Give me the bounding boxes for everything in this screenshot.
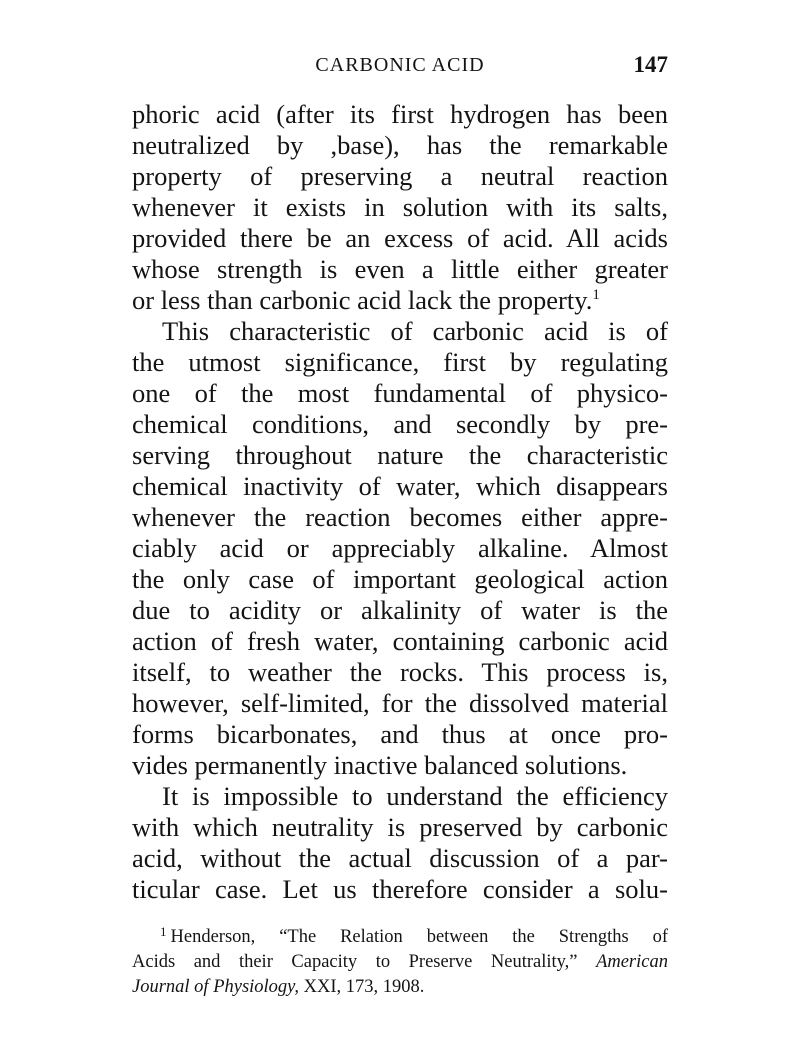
text-line: due to acidity or alkalinity of water is the — [132, 595, 668, 625]
text-line: the only case of important geological action — [132, 564, 668, 594]
text-line: ticular case. Let us therefore consider a solu- — [132, 874, 668, 904]
paragraph — [132, 99, 668, 316]
footnote-citation: XXI, 173, 1908. — [303, 977, 425, 997]
running-head — [132, 50, 668, 80]
text-line: the utmost significance, first by regulating — [132, 347, 668, 377]
text-line: whose strength is even a little either greater — [132, 254, 668, 284]
text-line: It is impossible to understand the efficiency — [162, 781, 668, 811]
footnote-text: Henderson, “The Relation between the Strengths of — [170, 927, 668, 947]
paragraph — [132, 781, 668, 905]
text-line: action of fresh water, containing carbonic acid — [132, 626, 668, 656]
text-line: forms bicarbonates, and thus at once pro- — [132, 719, 668, 749]
text-line — [132, 285, 668, 316]
footnote — [132, 925, 668, 1000]
text-line: chemical conditions, and secondly by pre- — [132, 409, 668, 439]
text-line: whenever the reaction becomes either appre- — [132, 502, 668, 532]
footnote-journal-name: American — [596, 952, 668, 972]
page-number: 147 — [633, 52, 668, 77]
footnote-reference: 1 — [592, 287, 600, 303]
text-line: chemical inactivity of water, which disappears — [132, 471, 668, 501]
text-line: acid, without the actual discussion of a par- — [132, 843, 668, 873]
text-line: itself, to weather the rocks. This process is, — [132, 657, 668, 687]
text-line: provided there be an excess of acid. All acids — [132, 223, 668, 253]
text-line: This characteristic of carbonic acid is of — [162, 316, 668, 346]
footnote-line — [132, 950, 668, 975]
footnote-line — [132, 975, 668, 1000]
text-line: however, self-limited, for the dissolved material — [132, 688, 668, 718]
text-line: ciably acid or appreciably alkaline. Almost — [132, 533, 668, 563]
text-line: with which neutrality is preserved by carbonic — [132, 812, 668, 842]
paragraph — [132, 316, 668, 781]
text-line: one of the most fundamental of physico- — [132, 378, 668, 408]
running-title: CARBONIC ACID — [315, 54, 485, 76]
body-text — [132, 99, 668, 905]
footnote-line — [132, 925, 668, 950]
text-line: neutralized by ,base), has the remarkable — [132, 130, 668, 160]
text-line: phoric acid (after its first hydrogen has been — [132, 99, 668, 129]
text-line: vides permanently inactive balanced solutions. — [132, 750, 628, 780]
footnote-text: Acids and their Capacity to Preserve Neutrality,” — [132, 952, 578, 972]
footnote-journal-name: Journal of Physiology, — [132, 977, 299, 997]
text-line: whenever it exists in solution with its salts, — [132, 192, 668, 222]
text-line: property of preserving a neutral reaction — [132, 161, 668, 191]
footnote-marker: 1 — [160, 924, 167, 939]
text-line: serving throughout nature the characteristic — [132, 440, 668, 470]
text-line-content: or less than carbonic acid lack the property. — [132, 285, 593, 315]
